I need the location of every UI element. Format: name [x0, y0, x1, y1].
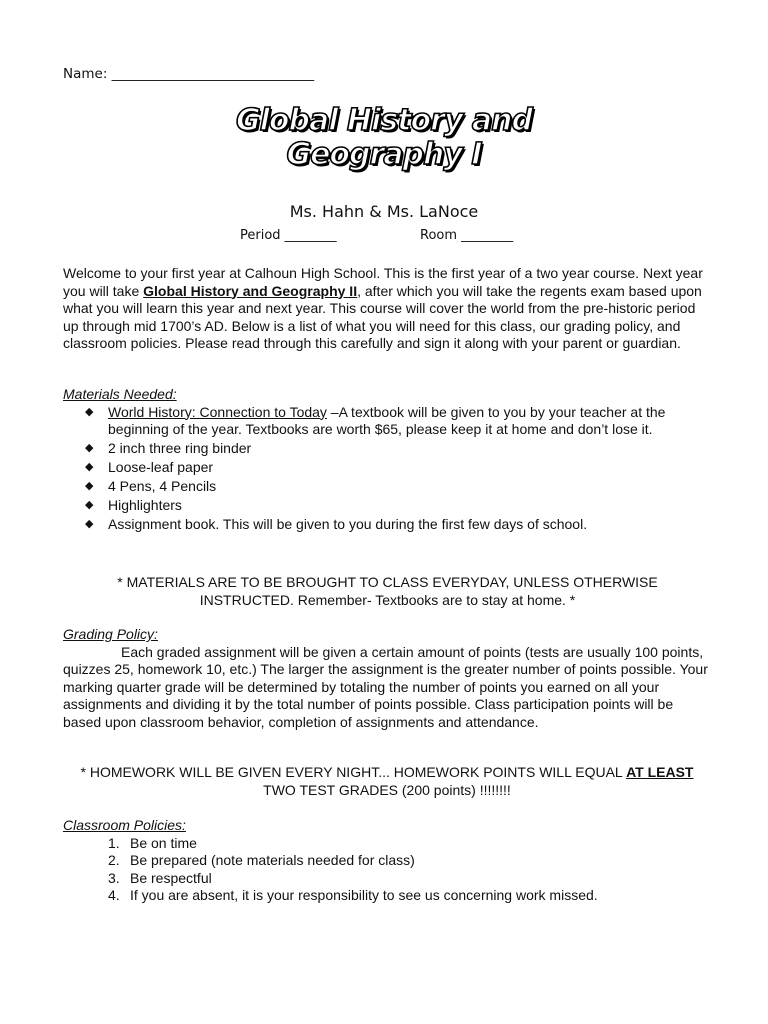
list-item-text: 4 Pens, 4 Pencils — [108, 478, 217, 494]
list-item-text: Be prepared (note materials needed for class) — [130, 852, 415, 868]
materials-section — [63, 386, 711, 535]
list-item — [63, 516, 711, 534]
diamond-bullet-icon: ◆ — [85, 405, 94, 418]
list-item — [63, 459, 711, 477]
diamond-bullet-icon: ◆ — [85, 499, 94, 511]
period-room-row — [240, 228, 514, 243]
list-item-text: Be on time — [130, 834, 197, 851]
name-field-label: Name: ______________________________ — [63, 66, 315, 82]
grading-section — [63, 626, 711, 731]
list-item — [63, 835, 711, 853]
grading-heading: Grading Policy: — [63, 626, 158, 642]
list-item-text: Be respectful — [130, 869, 212, 886]
grading-paragraph — [63, 644, 711, 732]
diamond-bullet-icon: ◆ — [85, 480, 94, 492]
policies-list — [63, 835, 711, 905]
list-item — [63, 887, 711, 905]
diamond-bullet-icon: ◆ — [85, 442, 94, 454]
grading-text: Each graded assignment will be given a certain amount of points (tests are usually 100 points, quizzes 25, homework 10, etc.) The larger the assignment is the greater number of points possible. Your marking quarter grade will be determined by totaling the number of points you earned on all your assignments and dividing it by the total number of points possible. Class participation points will be based upon classroom behavior, completion of assignments and attendance. — [63, 643, 708, 730]
materials-note: * MATERIALS ARE TO BE BROUGHT TO CLASS EVERYDAY, UNLESS OTHERWISE INSTRUCTED. Remember- Textbooks are to stay at home. * — [117, 574, 658, 608]
diamond-bullet-icon: ◆ — [85, 518, 94, 530]
list-item-text: Highlighters — [108, 497, 182, 513]
next-course-name: Global History and Geography II — [143, 282, 358, 299]
homework-note-text-2: TWO TEST GRADES (200 points) !!!!!!!! — [263, 781, 511, 798]
textbook-title: World History: Connection to Today — [108, 403, 327, 420]
list-item-text: If you are absent, it is your responsibility to see us concerning work missed. — [130, 887, 598, 903]
homework-note — [72, 764, 702, 799]
room-label: Room ________ — [420, 228, 514, 243]
list-number: 3. — [108, 869, 120, 886]
list-number: 2. — [108, 852, 120, 868]
list-item-text: Assignment book. This will be given to you during the first few days of school. — [108, 516, 588, 532]
list-item — [63, 440, 711, 458]
list-item-text: 2 inch three ring binder — [108, 440, 252, 456]
title-line-2: Geography I — [286, 137, 482, 172]
teacher-names: Ms. Hahn & Ms. LaNoce — [289, 202, 479, 221]
document-title — [0, 104, 768, 172]
homework-note-emphasis: AT LEAST — [626, 764, 694, 780]
policies-section — [63, 817, 711, 905]
list-item-text: Loose-leaf paper — [108, 459, 214, 475]
homework-note-text-1: * HOMEWORK WILL BE GIVEN EVERY NIGHT... HOMEWORK POINTS WILL EQUAL — [80, 764, 627, 780]
diamond-bullet-icon: ◆ — [85, 461, 94, 473]
intro-text-2: , after which you will take the regents exam based upon what you will learn this year and next year. This course will cover the world from the pre-historic period up through mid 1700’s AD. Below is a list of what you will need for this class, our grading policy, and classroom policies. Please read through this carefully and sign it along with your parent or guardian. — [63, 282, 702, 351]
title-line-1: Global History and — [235, 103, 533, 138]
intro-paragraph — [63, 265, 711, 353]
list-number: 1. — [108, 834, 120, 851]
textbook-description: –A textbook will be given to you by your teacher at the beginning of the year. Textbooks are worth $65, please keep it at home and don’t lose it. — [108, 403, 666, 437]
list-item — [63, 478, 711, 496]
list-item — [63, 870, 711, 888]
period-label: Period ________ — [240, 228, 337, 243]
materials-heading: Materials Needed: — [63, 386, 177, 402]
materials-list — [63, 404, 711, 534]
list-item — [63, 852, 711, 870]
list-number: 4. — [108, 887, 120, 903]
list-item — [63, 404, 711, 439]
policies-heading: Classroom Policies: — [63, 817, 186, 833]
list-item — [63, 497, 711, 515]
intro-text-1: Welcome to your first year at Calhoun High School. This is the first year of a two year course. Next year you will take — [63, 265, 703, 299]
